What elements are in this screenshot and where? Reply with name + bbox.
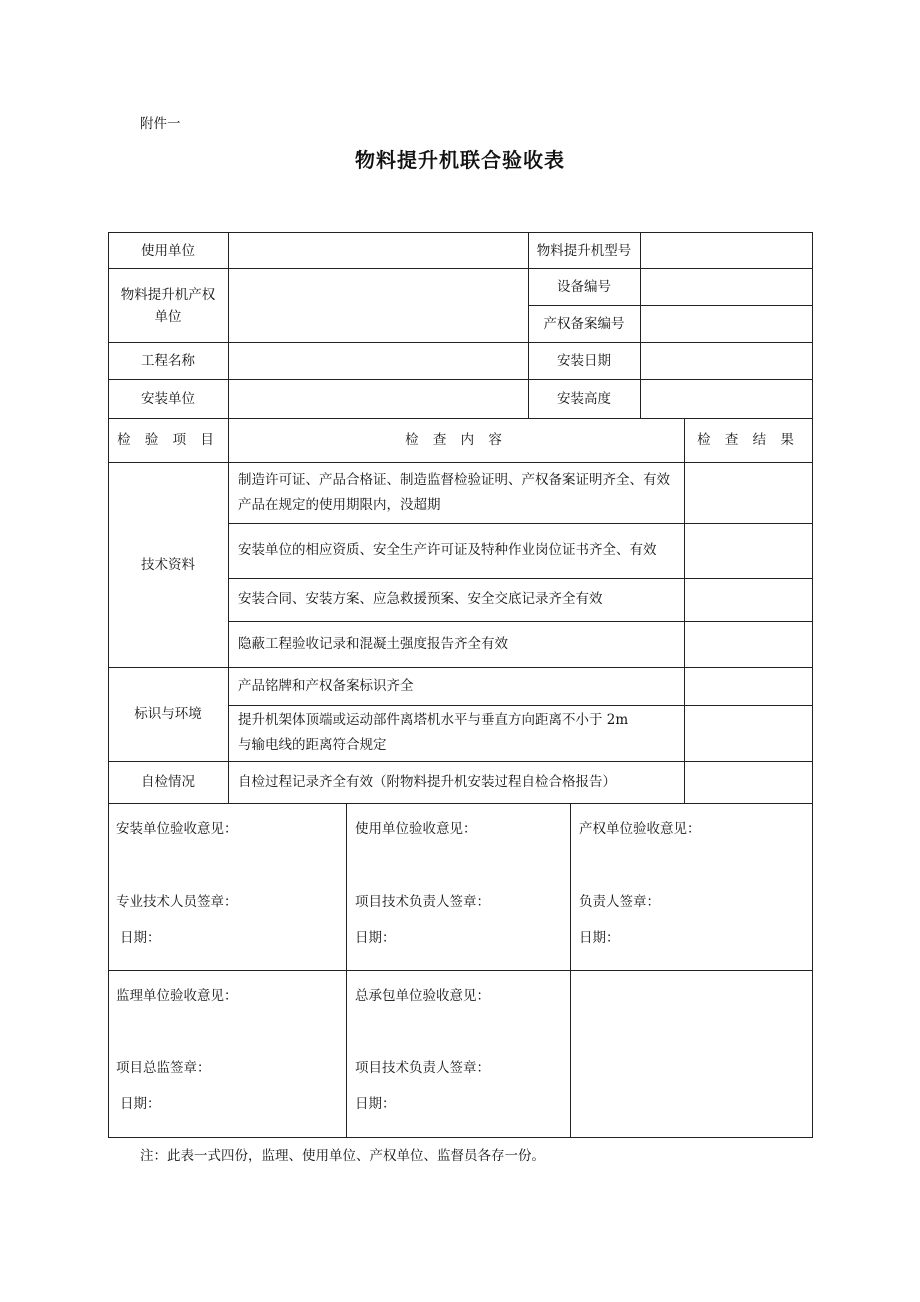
check-row-text: 产品铭牌和产权备案标识齐全 — [238, 677, 414, 694]
opinion-sign: 负责人签章： — [579, 894, 660, 910]
check-row-text: 制造许可证、产品合格证、制造监督检验证明、产权备案证明齐全、有效 — [238, 471, 670, 488]
group-self-check: 自检情况 — [141, 774, 195, 790]
value-project-name[interactable] — [228, 342, 528, 379]
label-owner-unit-line2: 单位 — [154, 308, 182, 325]
attachment-label: 附件一 — [140, 116, 181, 132]
check-result-cell[interactable] — [684, 761, 812, 803]
check-row-text-line2: 与输电线的距离符合规定 — [238, 737, 387, 753]
label-use-unit: 使用单位 — [141, 242, 195, 259]
opinion-title: 监理单位验收意见： — [116, 988, 238, 1004]
check-row-content — [238, 462, 684, 523]
opinion-date: 日期： — [355, 1096, 396, 1112]
value-install-unit[interactable] — [228, 379, 528, 418]
value-install-height[interactable] — [640, 379, 812, 418]
label-install-height: 安装高度 — [557, 390, 611, 407]
empty-opinion-cell — [570, 970, 812, 1137]
check-row-content — [238, 761, 684, 803]
check-row-content — [238, 667, 684, 705]
check-row-content — [238, 578, 684, 621]
group-technical-docs: 技术资料 — [141, 556, 195, 573]
opinion-date: 日期： — [355, 930, 396, 946]
opinion-date: 日期： — [120, 1096, 161, 1112]
opinion-title: 使用单位验收意见： — [355, 821, 477, 837]
opinion-title: 安装单位验收意见： — [116, 821, 238, 837]
check-row-text: 隐蔽工程验收记录和混凝土强度报告齐全有效 — [238, 635, 508, 652]
page-title: 物料提升机联合验收表 — [355, 148, 565, 172]
label-model: 物料提升机型号 — [536, 242, 632, 259]
header-content: 检 查 内 容 — [405, 432, 507, 448]
check-result-cell[interactable] — [684, 523, 812, 578]
opinion-sign: 项目技术负责人签章： — [355, 894, 490, 910]
opinion-date: 日期： — [120, 930, 161, 946]
check-result-cell[interactable] — [684, 621, 812, 667]
value-use-unit[interactable] — [228, 232, 528, 269]
check-row-text: 安装单位的相应资质、安全生产许可证及特种作业岗位证书齐全、有效 — [238, 542, 657, 558]
value-equipment-no[interactable] — [640, 268, 812, 305]
opinion-title: 产权单位验收意见： — [579, 821, 701, 837]
opinion-sign: 项目总监签章： — [116, 1060, 211, 1076]
value-install-date[interactable] — [640, 342, 812, 379]
label-install-date: 安装日期 — [557, 352, 611, 369]
value-record-no[interactable] — [640, 305, 812, 342]
check-row-text-line2: 产品在规定的使用期限内，没超期 — [238, 496, 441, 513]
label-project-name: 工程名称 — [141, 352, 195, 369]
group-identification: 标识与环境 — [134, 706, 202, 722]
check-row-content — [238, 621, 684, 667]
value-model[interactable] — [640, 232, 812, 269]
check-row-content — [238, 523, 684, 578]
check-result-cell[interactable] — [684, 667, 812, 705]
header-item: 检 验 项 目 — [117, 432, 219, 448]
check-row-content — [238, 705, 684, 761]
opinion-title: 总承包单位验收意见： — [355, 988, 490, 1004]
label-owner-unit — [108, 268, 228, 343]
opinion-sign: 项目技术负责人签章： — [355, 1060, 490, 1076]
check-row-text: 安装合同、安装方案、应急救援预案、安全交底记录齐全有效 — [238, 591, 603, 607]
check-result-cell[interactable] — [684, 578, 812, 621]
footnote: 注：此表一式四份，监理、使用单位、产权单位、监督员各存一份。 — [140, 1148, 545, 1164]
opinion-date: 日期： — [579, 930, 620, 946]
label-owner-unit-line1: 物料提升机产权 — [120, 286, 216, 303]
label-equipment-no: 设备编号 — [557, 278, 611, 295]
check-result-cell[interactable] — [684, 462, 812, 523]
label-record-no: 产权备案编号 — [543, 315, 625, 332]
header-result: 检 查 结 果 — [697, 432, 799, 448]
opinion-sign: 专业技术人员签章： — [116, 894, 238, 910]
check-row-text: 提升机架体顶端或运动部件离塔机水平与垂直方向距离不小于 2m — [238, 712, 629, 728]
check-row-text: 自检过程记录齐全有效（附物料提升机安装过程自检合格报告） — [238, 773, 616, 790]
value-owner-unit[interactable] — [228, 268, 528, 343]
label-install-unit: 安装单位 — [141, 390, 195, 407]
check-result-cell[interactable] — [684, 705, 812, 761]
